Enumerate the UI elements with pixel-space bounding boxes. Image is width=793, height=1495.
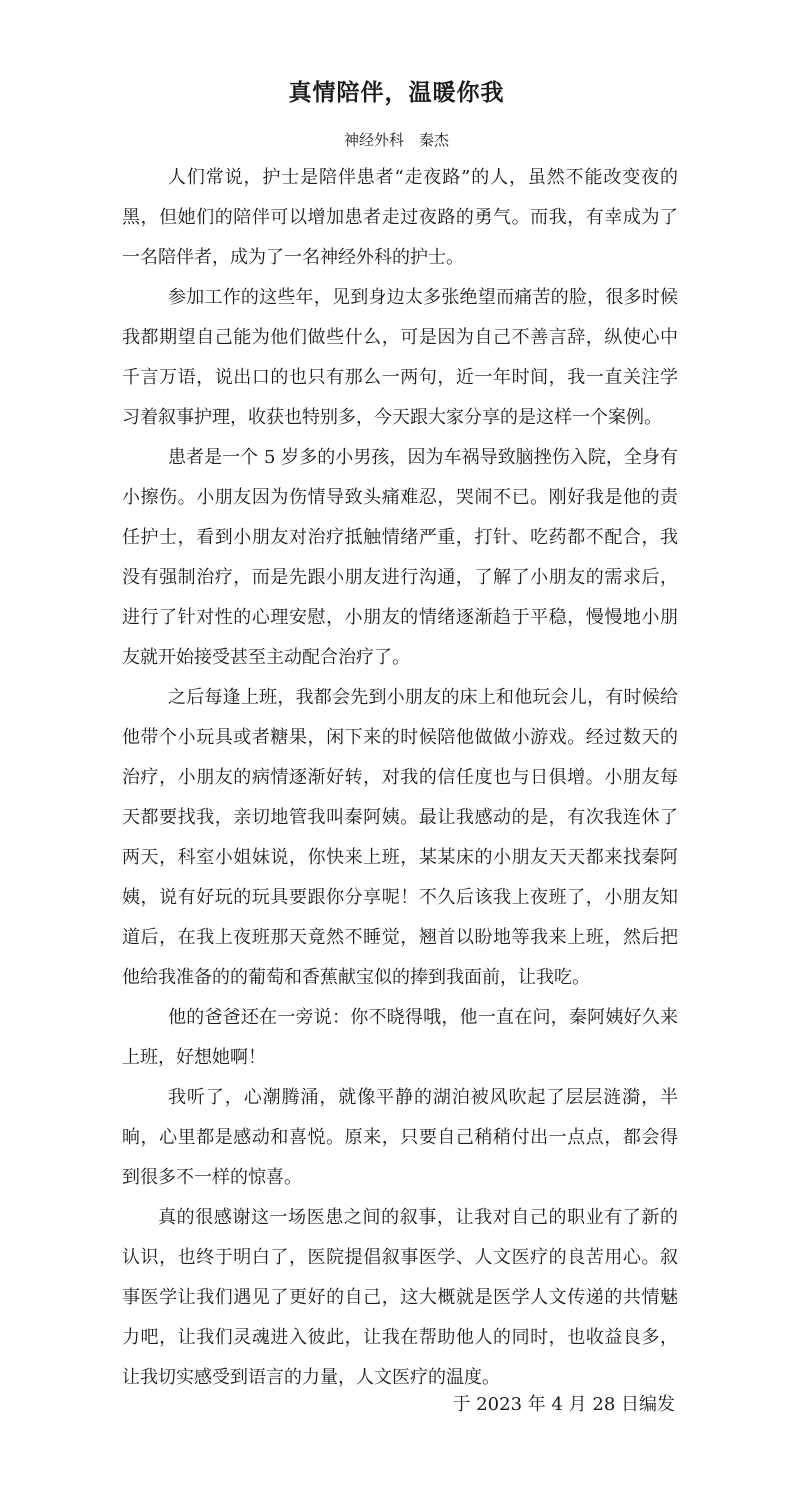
paragraph-6: 我听了，心潮腾涌，就像平静的湖泊被风吹起了层层涟漪，半晌，心里都是感动和喜悦。原来，只要自己稍稍付出一点点，都会得到很多不一样的惊喜。 [122, 1087, 678, 1188]
paragraph-3: 患者是一个 5 岁多的小男孩，因为车祸导致脑挫伤入院，全身有小擦伤。小朋友因为伤情导致头痛难忍，哭闹不已。刚好我是他的责任护士，看到小朋友对治疗抵触情绪严重，打针、吃药都不配合，我没有强制治疗，而是先跟小朋友进行沟通，了解了小朋友的需求后，进行了针对性的心理安慰，小朋友的情绪逐渐趋于平稳，慢慢地小朋友就开始接受甚至主动配合治疗了。 [122, 447, 678, 668]
paragraph-4: 之后每逢上班，我都会先到小朋友的床上和他玩会儿，有时候给他带个小玩具或者糖果，闲下来的时候陪他做做小游戏。经过数天的治疗，小朋友的病情逐渐好转，对我的信任度也与日俱增。小朋友每天都要找我，亲切地管我叫秦阿姨。最让我感动的是，有次我连休了两天，科室小姐妹说，你快来上班，某某床的小朋友天天都来找秦阿姨，说有好玩的玩具要跟你分享呢！不久后该我上夜班了，小朋友知道后，在我上夜班那天竟然不睡觉，翘首以盼地等我来上班，然后把他给我准备的的葡萄和香蕉献宝似的捧到我面前，让我吃。 [122, 687, 678, 988]
document-title: 真情陪伴，温暖你我 [288, 79, 505, 106]
article-body [122, 158, 678, 1398]
byline [0, 128, 793, 152]
paragraph-1: 人们常说，护士是陪伴患者“走夜路”的人，虽然不能改变夜的黑，但她们的陪伴可以增加患者走过夜路的勇气。而我，有幸成为了一名陪伴者，成为了一名神经外科的护士。 [122, 167, 678, 268]
author-name: 秦杰 [419, 131, 450, 149]
paragraph-7: 真的很感谢这一场医患之间的叙事，让我对自己的职业有了新的认识，也终于明白了，医院提倡叙事医学、人文医疗的良苦用心。叙事医学让我们遇见了更好的自己，这大概就是医学人文传递的共情魅力吧，让我们灵魂进入彼此，让我在帮助他人的同时，也收益良多，让我切实感受到语言的力量，人文医疗的温度。 [122, 1207, 678, 1388]
publish-date-line: 于 2023 年 4 月 28 日编发 [452, 1394, 675, 1415]
department-name: 神经外科 [343, 131, 404, 149]
paragraph-2: 参加工作的这些年，见到身边太多张绝望而痛苦的脸，很多时候我都期望自己能为他们做些什么，可是因为自己不善言辞，纵使心中千言万语，说出口的也只有那么一两句，近一年时间，我一直关注学习着叙事护理，收获也特别多，今天跟大家分享的是这样一个案例。 [122, 287, 678, 428]
paragraph-5: 他的爸爸还在一旁说：你不晓得哦，他一直在问，秦阿姨好久来上班，好想她啊！ [122, 1007, 678, 1068]
